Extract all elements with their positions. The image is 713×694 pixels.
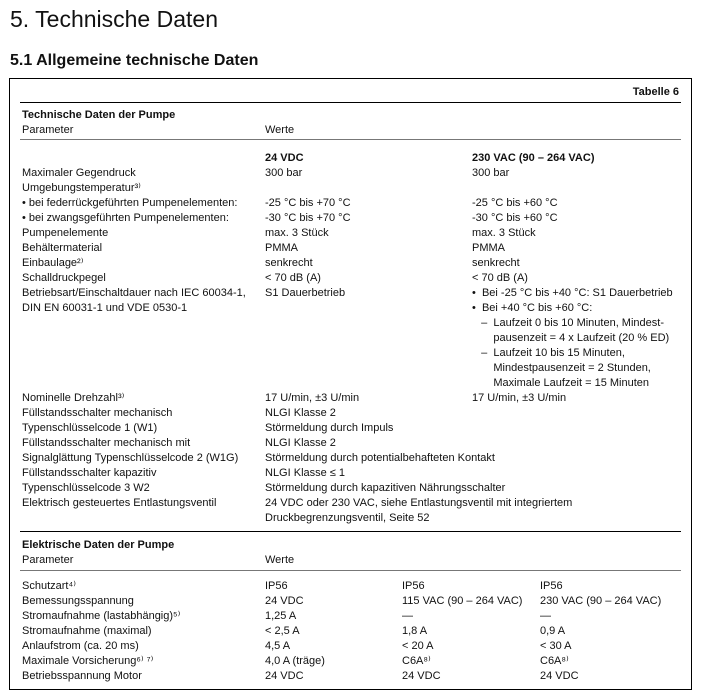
electric-row-115vac: < 20 A	[402, 640, 434, 652]
pump-row-230vac: 17 U/min, ±3 U/min	[472, 392, 567, 404]
table-label: Tabelle 6	[632, 86, 679, 98]
betrieb-label-2: DIN EN 60031-1 und VDE 0530-1	[22, 302, 188, 314]
pump-row-24vdc: 300 bar	[265, 167, 303, 179]
electric-row-24vdc: IP56	[265, 580, 288, 592]
electric-row-24vdc: 4,0 A (träge)	[265, 655, 325, 667]
pump-row-label: Füllstandsschalter mechanisch mit	[22, 437, 191, 449]
electric-row-24vdc: 4,5 A	[265, 640, 291, 652]
betrieb-230vac-line: – Laufzeit 10 bis 15 Minuten,	[472, 347, 625, 359]
electric-row-115vac: C6A⁸⁾	[402, 655, 431, 667]
betrieb-230vac-line: – Laufzeit 0 bis 10 Minuten, Mindest-	[472, 317, 664, 329]
pump-row-230vac: 300 bar	[472, 167, 510, 179]
electric-row-230vac: < 30 A	[540, 640, 572, 652]
pump-row-24vdc: Druckbegrenzungsventil, Seite 52	[265, 512, 430, 524]
pump-row-label: Typenschlüsselcode 1 (W1)	[22, 422, 158, 434]
pump-row-label: Schalldruckpegel	[22, 272, 106, 284]
electric-row-label: Schutzart⁴⁾	[22, 580, 76, 592]
pump-head-24vdc: 24 VDC	[265, 152, 304, 164]
pump-row-24vdc: Störmeldung durch Impuls	[265, 422, 394, 434]
pump-row-label: Signalglättung Typenschlüsselcode 2 (W1G)	[22, 452, 239, 464]
pump-row-230vac: max. 3 Stück	[472, 227, 536, 239]
electric-row-230vac: 24 VDC	[540, 670, 579, 682]
pump-row-label: Typenschlüsselcode 3 W2	[22, 482, 150, 494]
table-divider	[20, 102, 681, 103]
pump-col-values: Werte	[265, 124, 295, 136]
electric-row-115vac: 24 VDC	[402, 670, 441, 682]
electric-row-label: Stromaufnahme (maximal)	[22, 625, 152, 637]
electric-row-115vac: IP56	[402, 580, 425, 592]
electric-col-values: Werte	[265, 554, 295, 566]
pump-row-24vdc: < 70 dB (A)	[265, 272, 321, 284]
pump-row-24vdc: PMMA	[265, 242, 298, 254]
pump-row-label: Einbaulage²⁾	[22, 257, 84, 269]
electric-row-24vdc: 24 VDC	[265, 670, 304, 682]
electric-row-115vac: —	[402, 610, 413, 622]
pump-row-24vdc: Störmeldung durch kapazitiven Nährungsschalter	[265, 482, 506, 494]
electric-row-230vac: IP56	[540, 580, 563, 592]
pump-row-24vdc: Störmeldung durch potentialbehafteten Kontakt	[265, 452, 495, 464]
pump-row-label: Füllstandsschalter mechanisch	[22, 407, 173, 419]
electric-row-115vac: 1,8 A	[402, 625, 428, 637]
pump-section-title: Technische Daten der Pumpe	[22, 109, 176, 121]
pump-row-label: • bei federrückgeführten Pumpenelementen:	[22, 197, 238, 209]
electric-row-24vdc: < 2,5 A	[265, 625, 300, 637]
betrieb-230vac-line: Mindestpausenzeit = 2 Stunden,	[472, 362, 651, 374]
electric-row-230vac: 0,9 A	[540, 625, 566, 637]
pump-row-230vac: -30 °C bis +60 °C	[472, 212, 558, 224]
pump-row-label: Maximaler Gegendruck	[22, 167, 136, 179]
electric-header-divider	[20, 570, 681, 571]
betrieb-label-1: Betriebsart/Einschaltdauer nach IEC 60034-1,	[22, 287, 246, 299]
pump-head-230vac: 230 VAC (90 – 264 VAC)	[472, 152, 595, 164]
betrieb-230vac-line: • Bei -25 °C bis +40 °C: S1 Dauerbetrieb	[472, 287, 673, 299]
pump-row-label: Behältermaterial	[22, 242, 103, 254]
data-table-frame	[9, 78, 692, 690]
pump-row-230vac: < 70 dB (A)	[472, 272, 528, 284]
electric-row-label: Stromaufnahme (lastabhängig)⁵⁾	[22, 610, 181, 622]
pump-row-230vac: PMMA	[472, 242, 505, 254]
pump-row-label: Elektrisch gesteuertes Entlastungsventil	[22, 497, 217, 509]
pump-row-24vdc: NLGI Klasse 2	[265, 437, 336, 449]
pump-row-label: • bei zwangsgeführten Pumpenelementen:	[22, 212, 229, 224]
section-heading: 5.1 Allgemeine technische Daten	[10, 52, 259, 69]
betrieb-230vac-line: • Bei +40 °C bis +60 °C:	[472, 302, 593, 314]
pump-row-24vdc: -30 °C bis +70 °C	[265, 212, 351, 224]
electric-section-title: Elektrische Daten der Pumpe	[22, 539, 175, 551]
pump-row-label: Nominelle Drehzahl³⁾	[22, 392, 125, 404]
pump-row-230vac: -25 °C bis +60 °C	[472, 197, 558, 209]
electric-row-230vac: C6A⁸⁾	[540, 655, 569, 667]
betrieb-230vac-line: Maximale Laufzeit = 15 Minuten	[472, 377, 650, 389]
pump-row-24vdc: NLGI Klasse ≤ 1	[265, 467, 346, 479]
pump-row-24vdc: 24 VDC oder 230 VAC, siehe Entlastungsventil mit integriertem	[265, 497, 573, 509]
electric-row-label: Maximale Vorsicherung⁶⁾ ⁷⁾	[22, 655, 154, 667]
electric-col-parameter: Parameter	[22, 554, 74, 566]
pump-col-parameter: Parameter	[22, 124, 74, 136]
electric-row-label: Bemessungsspannung	[22, 595, 134, 607]
page-heading: 5. Technische Daten	[10, 6, 218, 32]
electric-row-label: Betriebsspannung Motor	[22, 670, 142, 682]
pump-row-24vdc: senkrecht	[265, 257, 313, 269]
section-divider	[20, 531, 681, 532]
pump-row-label: Pumpenelemente	[22, 227, 109, 239]
pump-row-24vdc: NLGI Klasse 2	[265, 407, 336, 419]
betrieb-230vac-line: pausenzeit = 4 x Laufzeit (20 % ED)	[472, 332, 670, 344]
pump-row-label: Umgebungstemperatur³⁾	[22, 182, 141, 194]
electric-row-115vac: 115 VAC (90 – 264 VAC)	[402, 595, 523, 607]
electric-row-label: Anlaufstrom (ca. 20 ms)	[22, 640, 139, 652]
betrieb-24vdc: S1 Dauerbetrieb	[265, 287, 346, 299]
pump-row-24vdc: -25 °C bis +70 °C	[265, 197, 351, 209]
electric-row-24vdc: 24 VDC	[265, 595, 304, 607]
pump-row-label: Füllstandsschalter kapazitiv	[22, 467, 157, 479]
pump-row-24vdc: 17 U/min, ±3 U/min	[265, 392, 360, 404]
electric-row-24vdc: 1,25 A	[265, 610, 297, 622]
electric-row-230vac: 230 VAC (90 – 264 VAC)	[540, 595, 662, 607]
pump-row-230vac: senkrecht	[472, 257, 520, 269]
pump-row-24vdc: max. 3 Stück	[265, 227, 329, 239]
electric-row-230vac: —	[540, 610, 551, 622]
pump-header-divider	[20, 139, 681, 140]
